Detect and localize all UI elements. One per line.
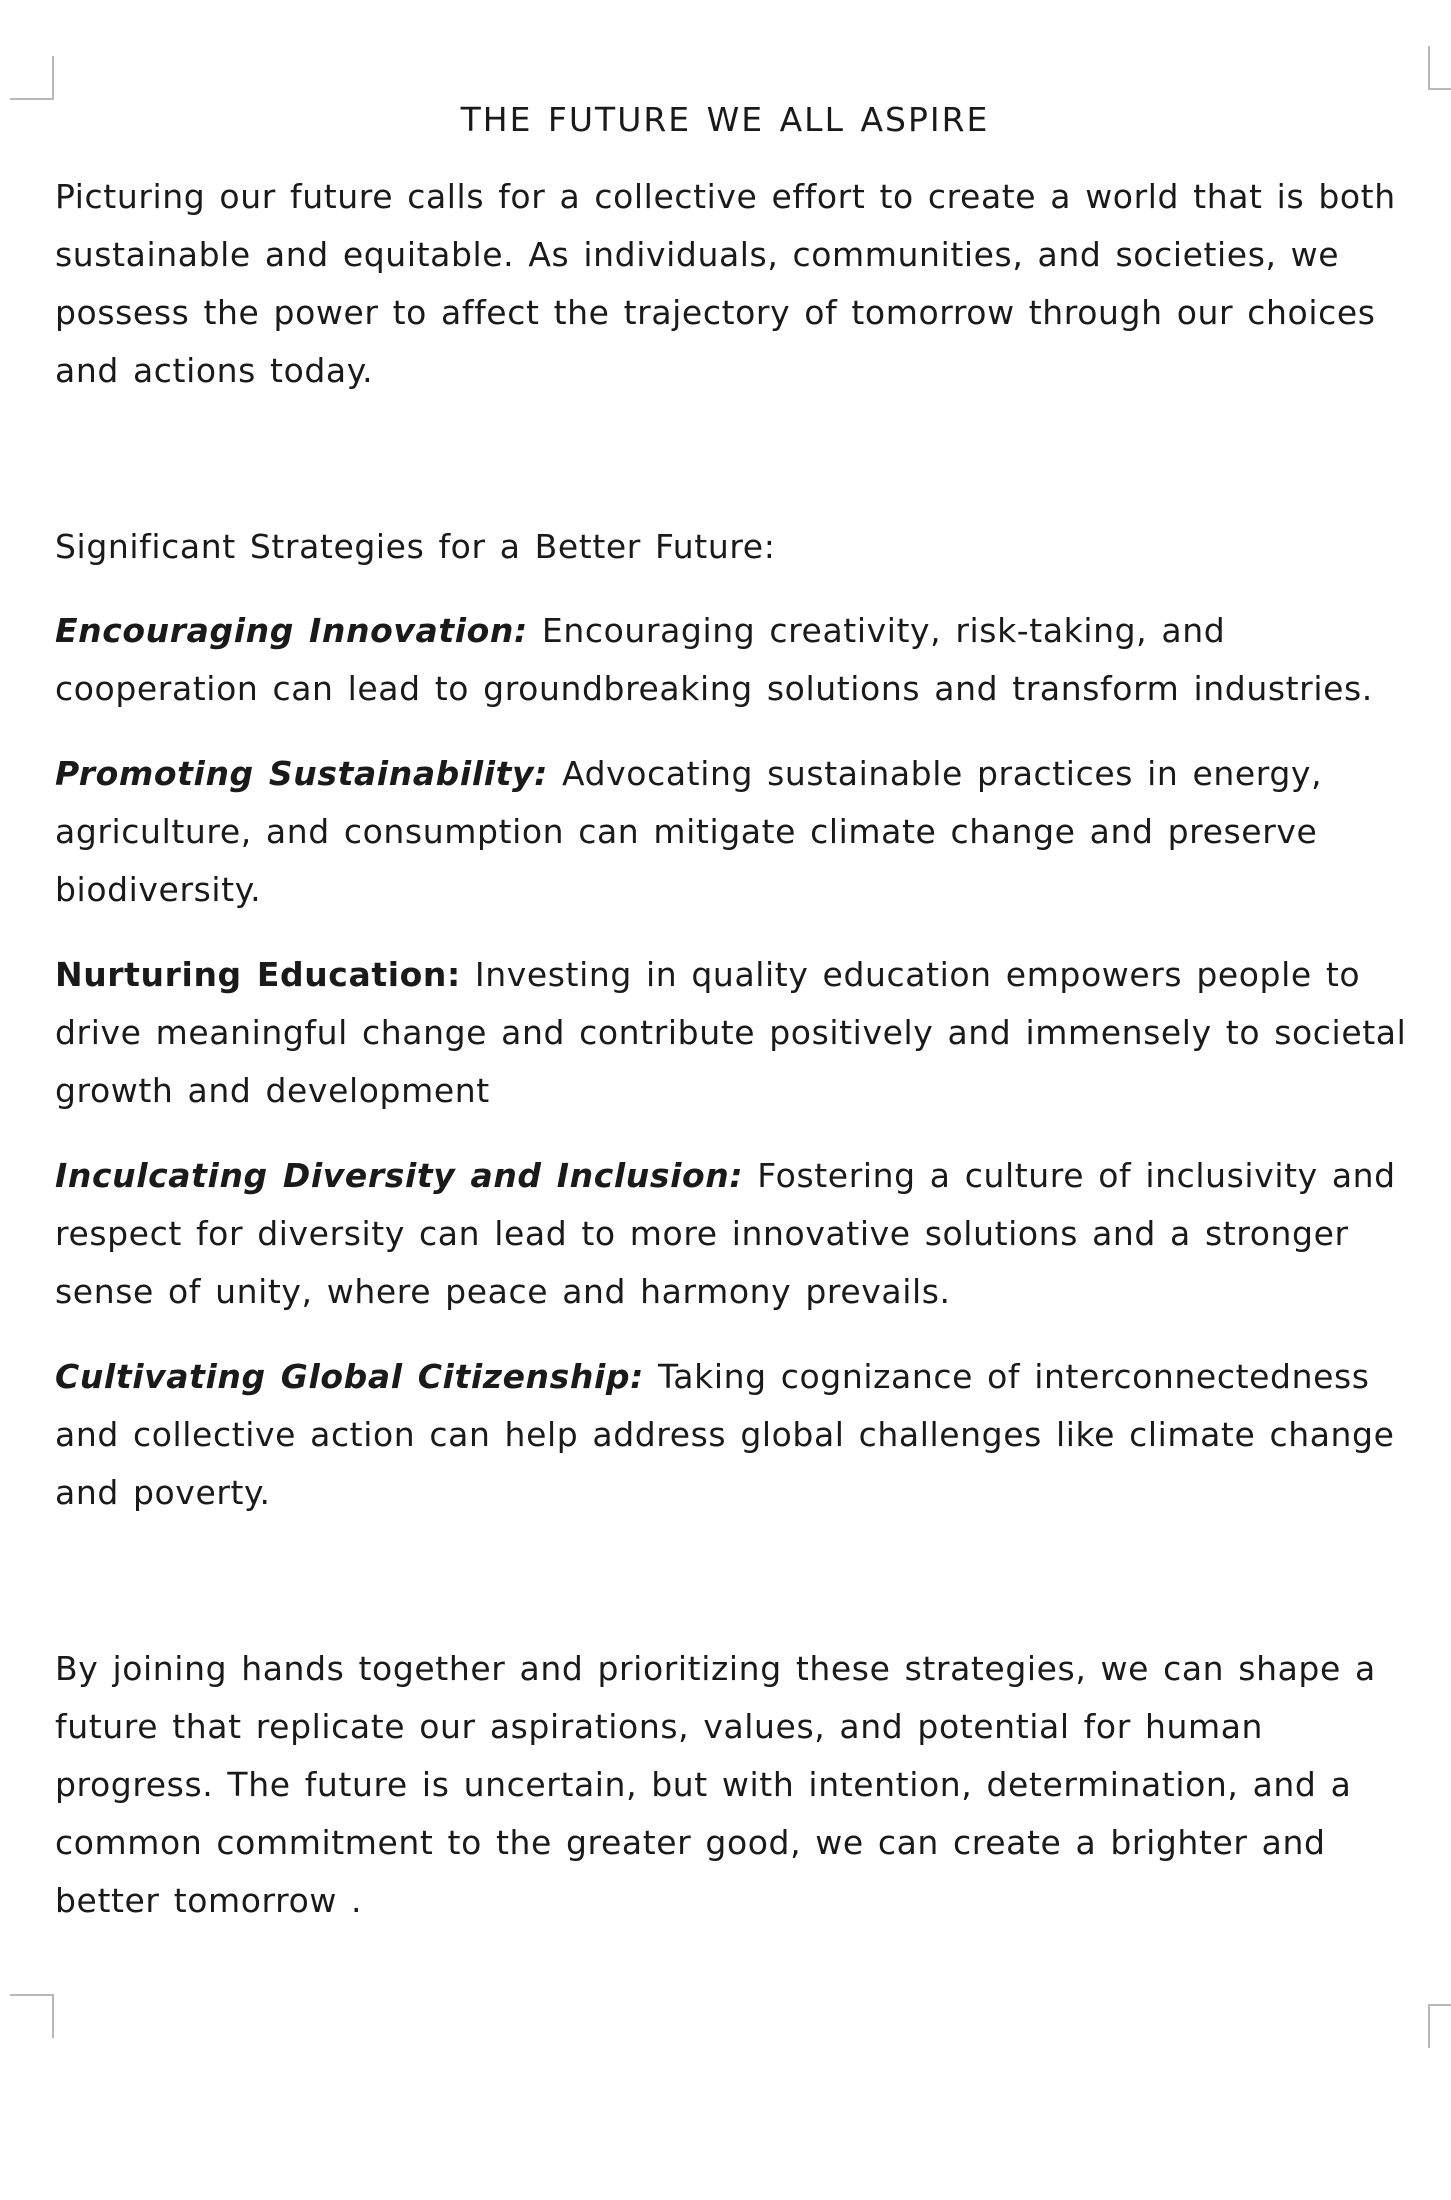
strategy-item-education xyxy=(55,946,1415,1120)
strategy-text: Fostering a culture of inclusivity and respect for diversity can lead to more innovative solutions and a stronger sense of unity, where peace and harmony prevails. xyxy=(55,1156,1396,1311)
document-body xyxy=(55,96,1415,1930)
strategy-text: Encouraging creativity, risk-taking, and cooperation can lead to groundbreaking solutions and transform industries. xyxy=(55,611,1373,708)
strategy-text: Advocating sustainable practices in energy, agriculture, and consumption can mitigate climate change and preserve biodiversity. xyxy=(55,754,1323,909)
crop-mark-top-left xyxy=(10,56,54,100)
strategy-item-sustainability xyxy=(55,745,1415,919)
strategy-term: Promoting Sustainability: xyxy=(55,754,548,793)
intro-paragraph: Picturing our future calls for a collective effort to create a world that is both sustainable and equitable. As individuals, communities, and societies, we possess the power to affect the trajectory of tomorrow through our choices and actions today. xyxy=(55,177,1396,390)
crop-mark-top-right xyxy=(1428,46,1451,90)
strategies-heading: Significant Strategies for a Better Future: xyxy=(55,527,776,566)
strategy-term: Cultivating Global Citizenship: xyxy=(55,1357,644,1396)
strategy-text: Taking cognizance of interconnectedness and collective action can help address global challenges like climate change and poverty. xyxy=(55,1357,1395,1512)
strategy-item-diversity xyxy=(55,1147,1415,1321)
strategy-term: Encouraging Innovation: xyxy=(55,611,528,650)
strategy-text: Investing in quality education empowers people to drive meaningful change and contribute positively and immensely to societal growth and development xyxy=(55,955,1407,1110)
strategy-item-innovation xyxy=(55,602,1415,718)
conclusion-paragraph: By joining hands together and prioritizing these strategies, we can shape a future that replicate our aspirations, values, and potential for human progress. The future is uncertain, but with intention, determination, and a common commitment to the greater good, we can create a brighter and better tomorrow . xyxy=(55,1649,1376,1920)
strategy-term: Inculcating Diversity and Inclusion: xyxy=(55,1156,744,1195)
crop-mark-bottom-left xyxy=(10,1994,54,2038)
crop-mark-bottom-right xyxy=(1428,2004,1451,2048)
document-title: THE FUTURE WE ALL ASPIRE xyxy=(460,100,990,139)
strategy-item-citizenship xyxy=(55,1348,1415,1522)
strategy-term: Nurturing Education: xyxy=(55,955,461,994)
